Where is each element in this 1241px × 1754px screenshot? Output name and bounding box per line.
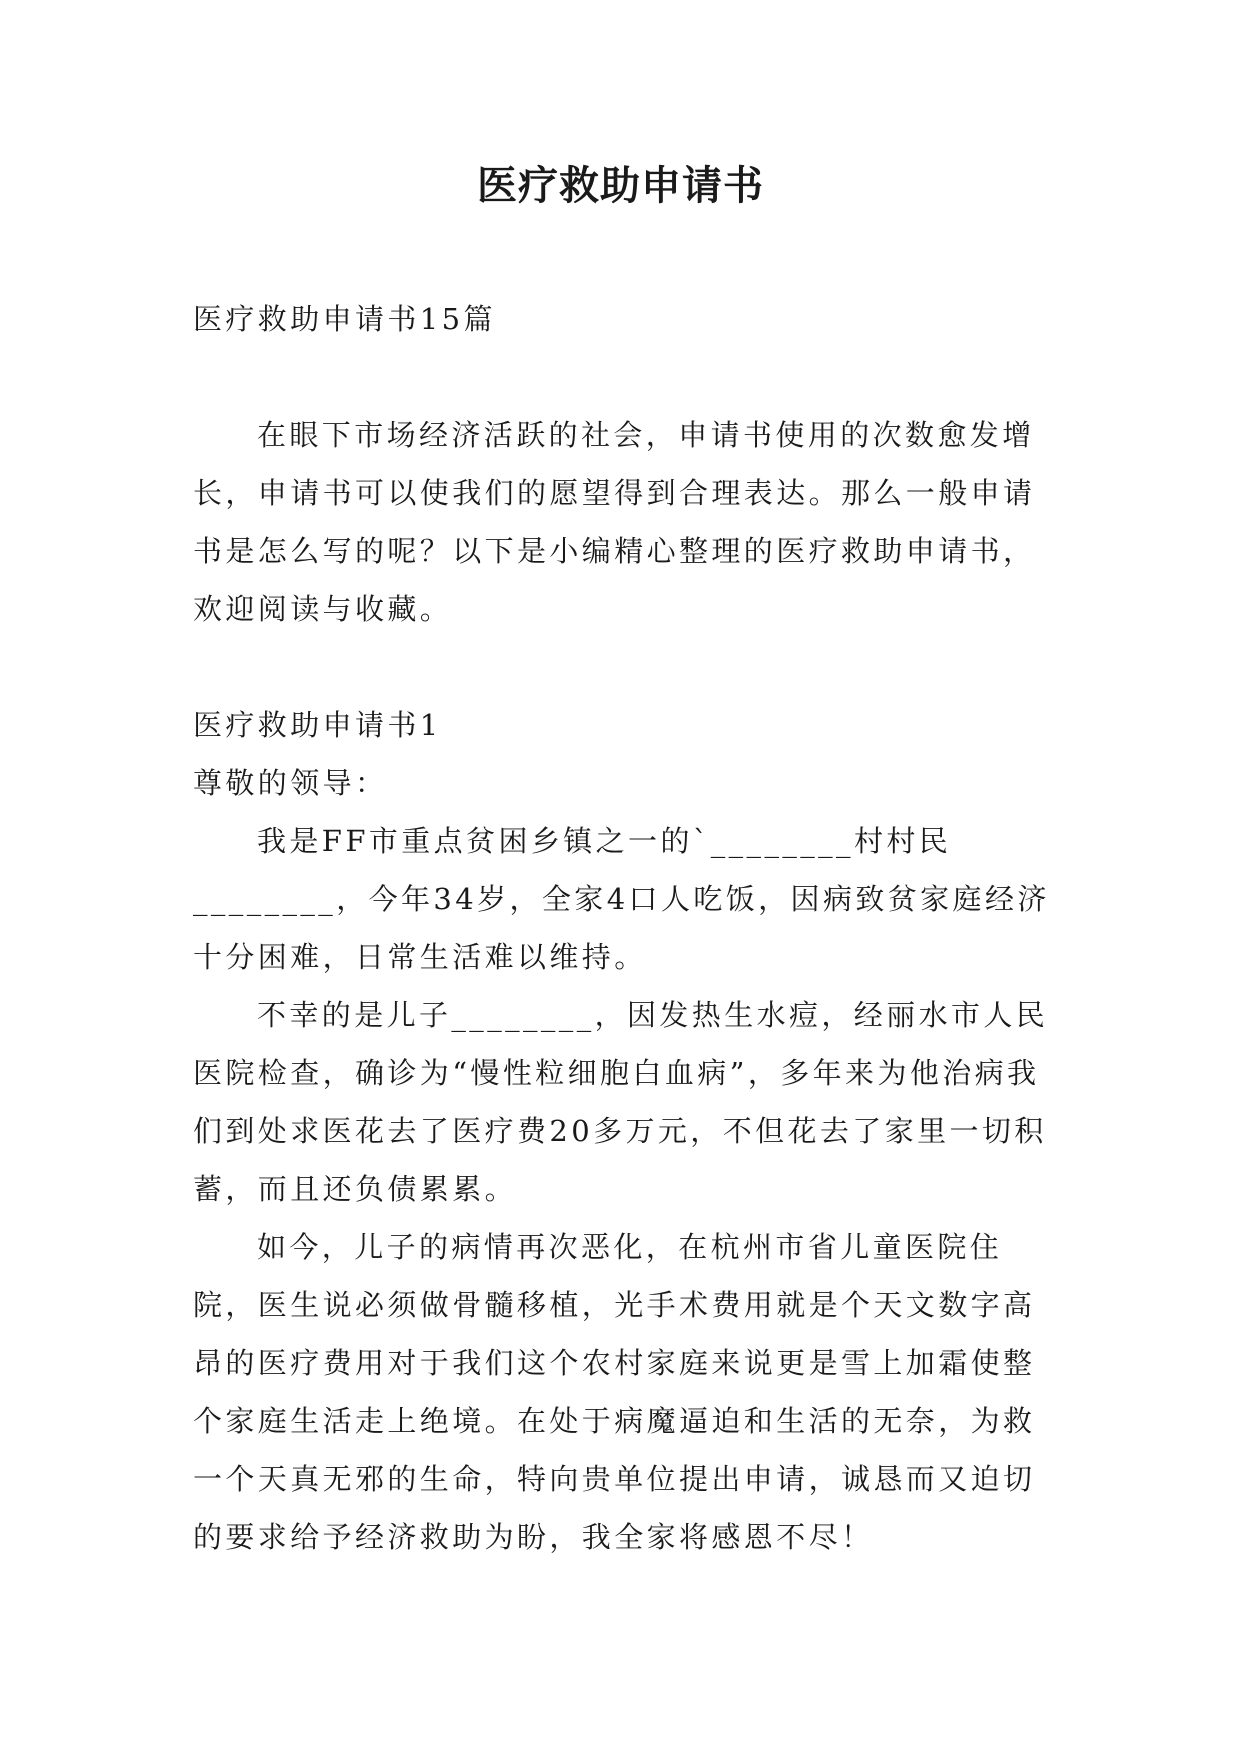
section-heading: 医疗救助申请书1 bbox=[193, 708, 442, 742]
document-body bbox=[193, 290, 1055, 1566]
body-paragraph: 如今，儿子的病情再次恶化，在杭州市省儿童医院住院，医生说必须做骨髓移植，光手术费用就是个天文数字高昂的医疗费用对于我们这个农村家庭来说更是雪上加霜使整个家庭生活走上绝境。在处于病魔逼迫和生活的无奈，为救一个天真无邪的生命，特向贵单位提出申请，诚恳而又迫切的要求给予经济救助为盼，我全家将感恩不尽！ bbox=[193, 1230, 1036, 1554]
body-paragraph: 我是FF市重点贫困乡镇之一的`________村村民________，今年34岁，全家4口人吃饭，因病致贫家庭经济十分困难，日常生活难以维持。 bbox=[193, 824, 1050, 974]
intro-paragraph: 在眼下市场经济活跃的社会，申请书使用的次数愈发增长，申请书可以使我们的愿望得到合理表达。那么一般申请书是怎么写的呢？以下是小编精心整理的医疗救助申请书，欢迎阅读与收藏。 bbox=[193, 418, 1036, 626]
salutation: 尊敬的领导： bbox=[193, 766, 388, 800]
document-subtitle: 医疗救助申请书15篇 bbox=[193, 302, 496, 336]
document-title: 医疗救助申请书 bbox=[477, 162, 764, 209]
body-paragraph: 不幸的是儿子________，因发热生水痘，经丽水市人民医院检查，确诊为“慢性粒细胞白血病”，多年来为他治病我们到处求医花去了医疗费20多万元，不但花去了家里一切积蓄，而且还负债累累。 bbox=[193, 998, 1049, 1206]
